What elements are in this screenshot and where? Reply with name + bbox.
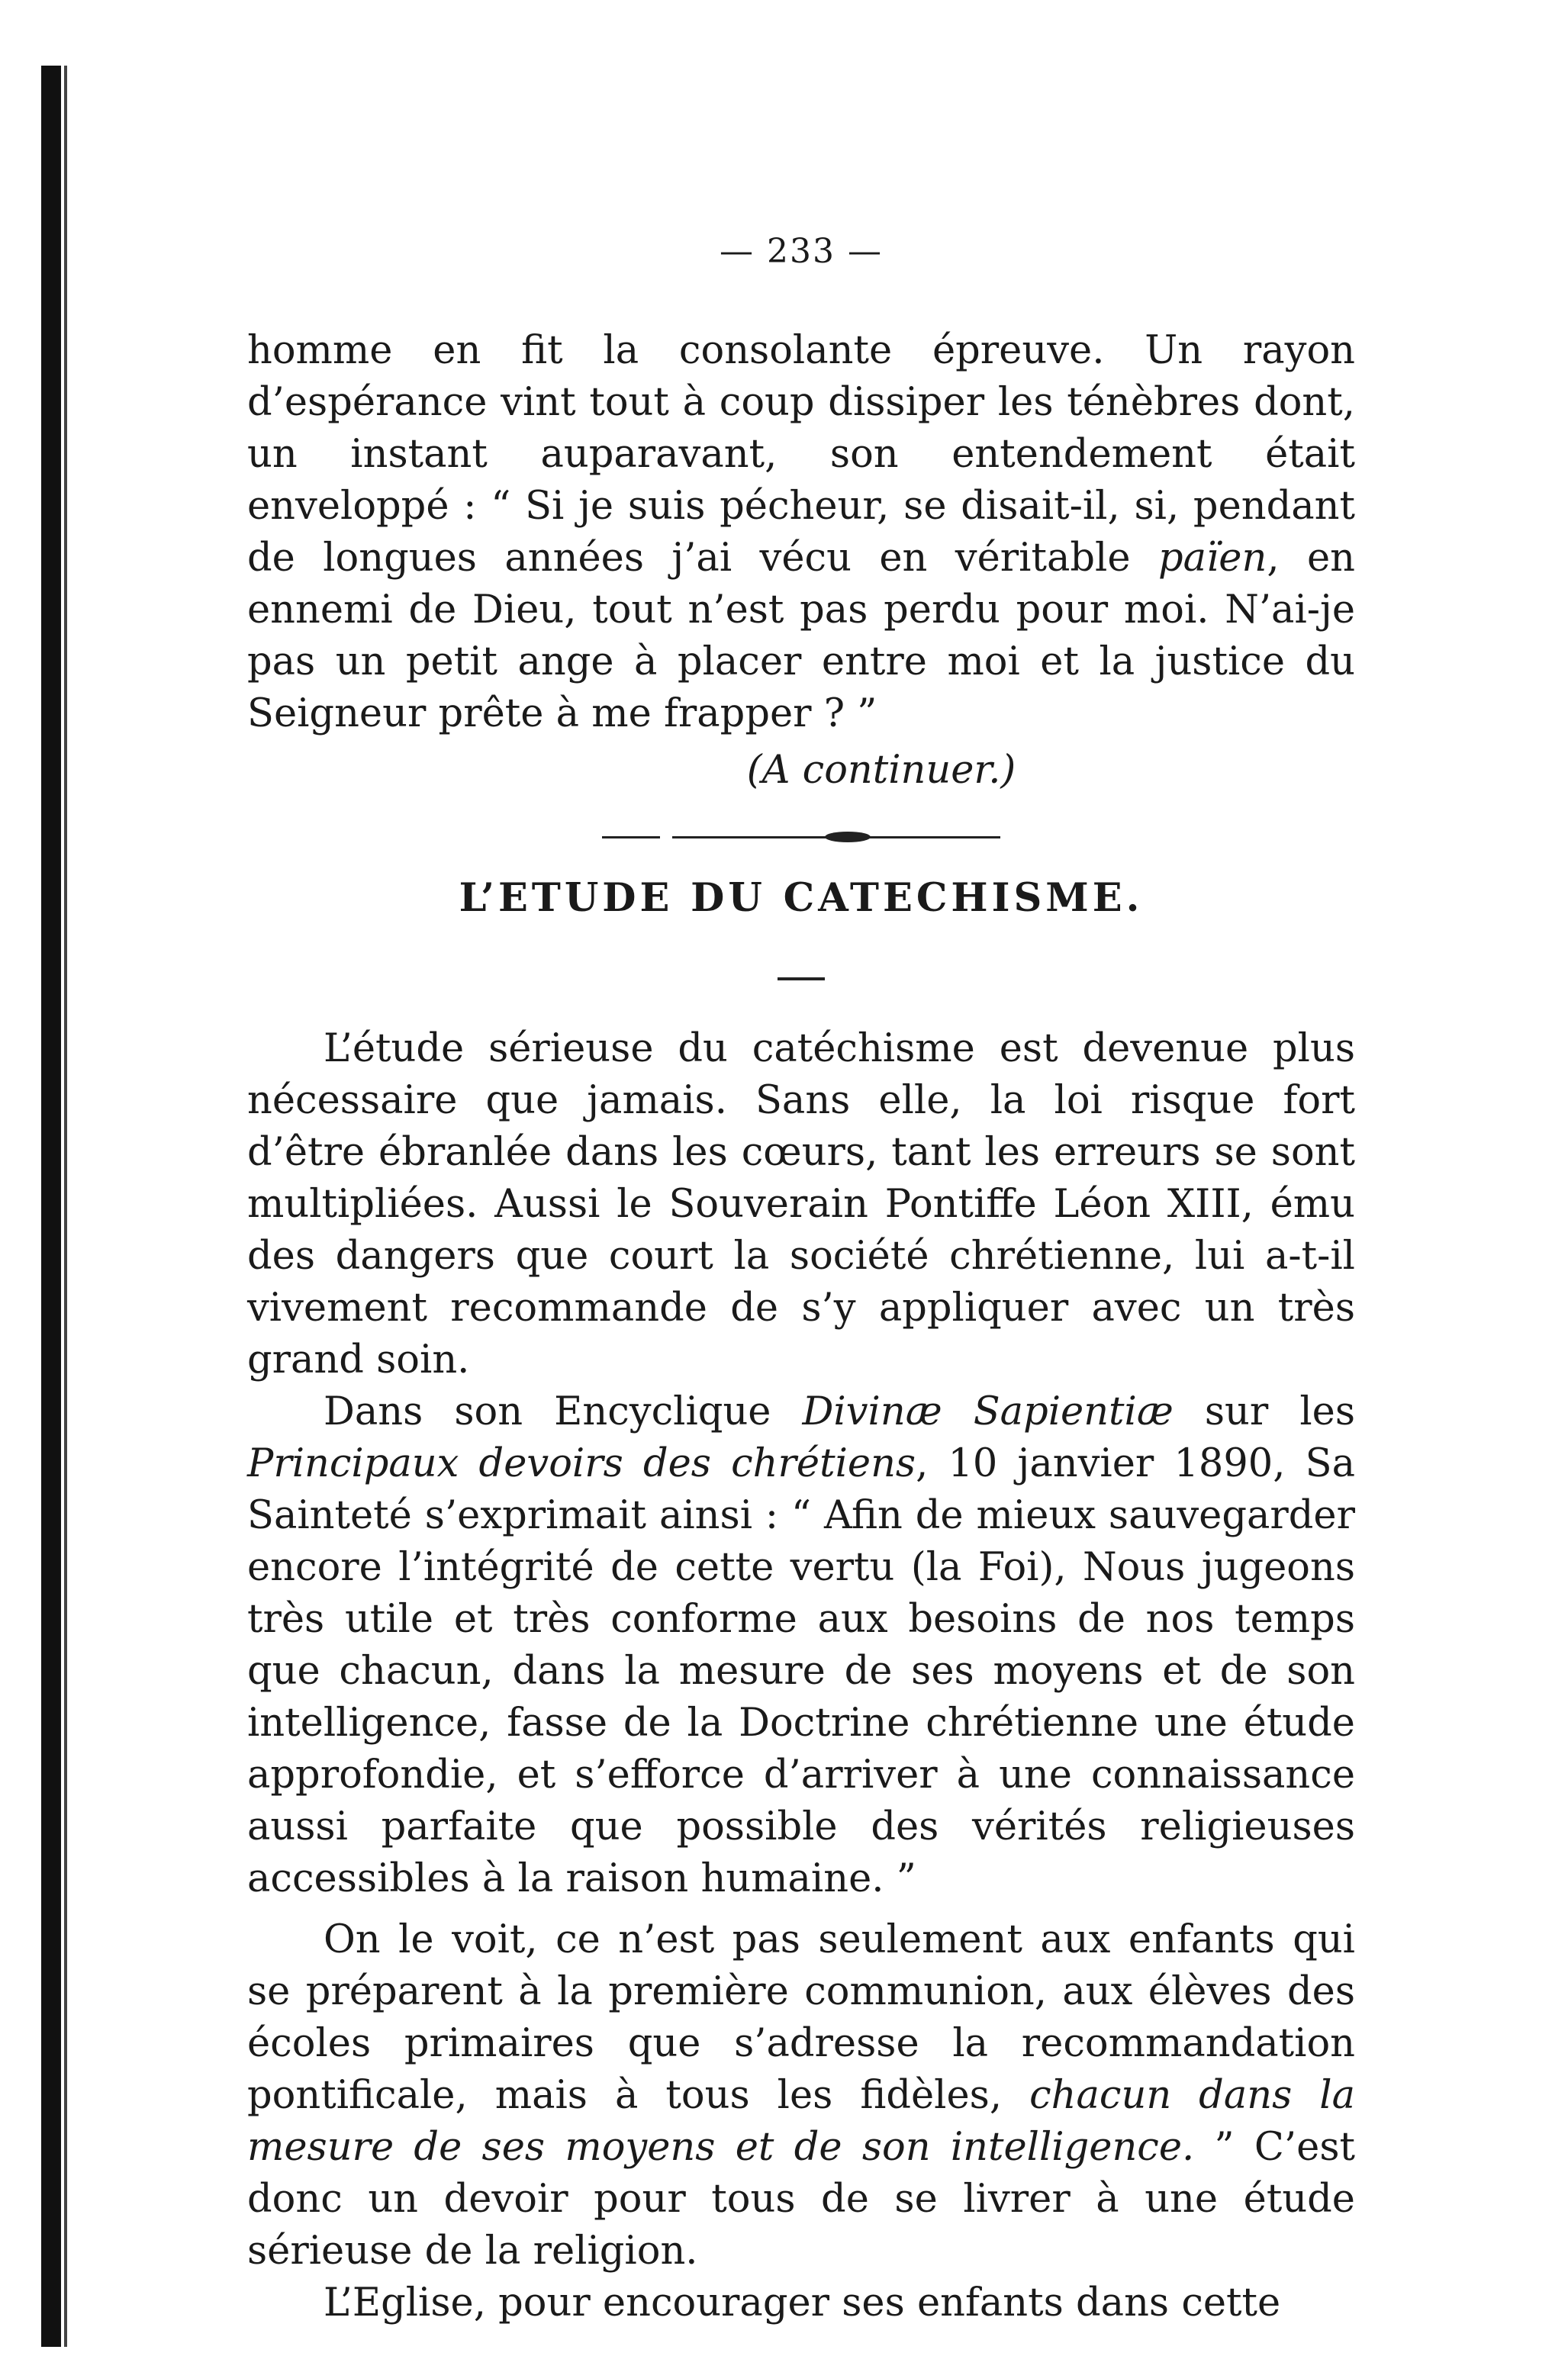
paragraph-4: L’Eglise, pour encourager ses enfants dans cette [324,2280,1281,2325]
scan-binding-shadow [41,66,61,2347]
to-be-continued: (A continuer.) [746,748,1016,793]
intro-paragraph [247,325,1355,740]
scan-binding-edge [64,66,67,2347]
encyclical-subtitle: Principaux devoirs des chrétiens [247,1441,916,1486]
encyclical-title: Divinæ Sapientiæ [802,1389,1174,1434]
quoted-phrase: chacun dans la mesure de ses moyens et de son intelligence. [247,2073,1355,2170]
paragraph-1: L’étude sérieuse du catéchisme est devenue plus nécessaire que jamais. Sans elle, la loi risque fort d’être ébranlée dans les cœurs, tant les erreurs se sont multipliées. Aussi le Souverain Pontiffe Léon XIII, ému des dangers que court la société chrétienne, lui a-t-il vivement recommande de s’y appliquer avec un très grand soin. [247,1026,1355,1382]
section-title: L’ETUDE DU CATECHISME. [459,875,1144,921]
section-divider [247,836,1355,838]
intro-italic: païen [1157,536,1267,581]
title-rule [778,977,825,980]
page-number: — 233 — [720,232,883,271]
paragraph-3: On le voit, ce n’est pas seulement aux enfants qui se préparent à la première communion, aux élèves des écoles primaires que s’adresse la recommandation pontificale, mais à tous les fidèles, chacun dans la mesure de ses moyens et de son intelligence. ” C’est donc un devoir pour tous de se livrer à une étude sérieuse de la religion. [247,1917,1355,2274]
divider-left-rule [602,836,660,838]
divider-right-rule [672,836,1000,838]
intro-text: homme en fit la consolante épreuve. Un rayon d’espérance vint tout à coup dissiper les ténèbres dont, un instant auparavant, son entendement était enveloppé : “ Si je suis pécheur, se disait-il, si, pendant de longues années j’ai vécu en véritable [247,328,1355,581]
intro-tail: , en ennemi de Dieu, tout n’est pas perdu pour moi. N’ai-je pas un petit ange à placer entre moi et la justice du Seigneur prête à me frapper ? ” [247,536,1355,736]
book-page [247,229,1355,2329]
paragraph-2: Dans son Encyclique Divinæ Sapientiæ sur les Principaux devoirs des chrétiens, 10 janvier 1890, Sa Sainteté s’exprimait ainsi : “ Afin de mieux sauvegarder encore l’intégrité de cette vertu (la Foi), Nous jugeons très utile et très conforme aux besoins de nos temps que chacun, dans la mesure de ses moyens et de son intelligence, fasse de la Doctrine chrétienne une étude approfondie, et s’efforce d’arriver à une connaissance aussi parfaite que possible des vérités religieuses accessibles à la raison humaine. ” [247,1389,1355,1901]
divider-ornament [825,832,871,842]
